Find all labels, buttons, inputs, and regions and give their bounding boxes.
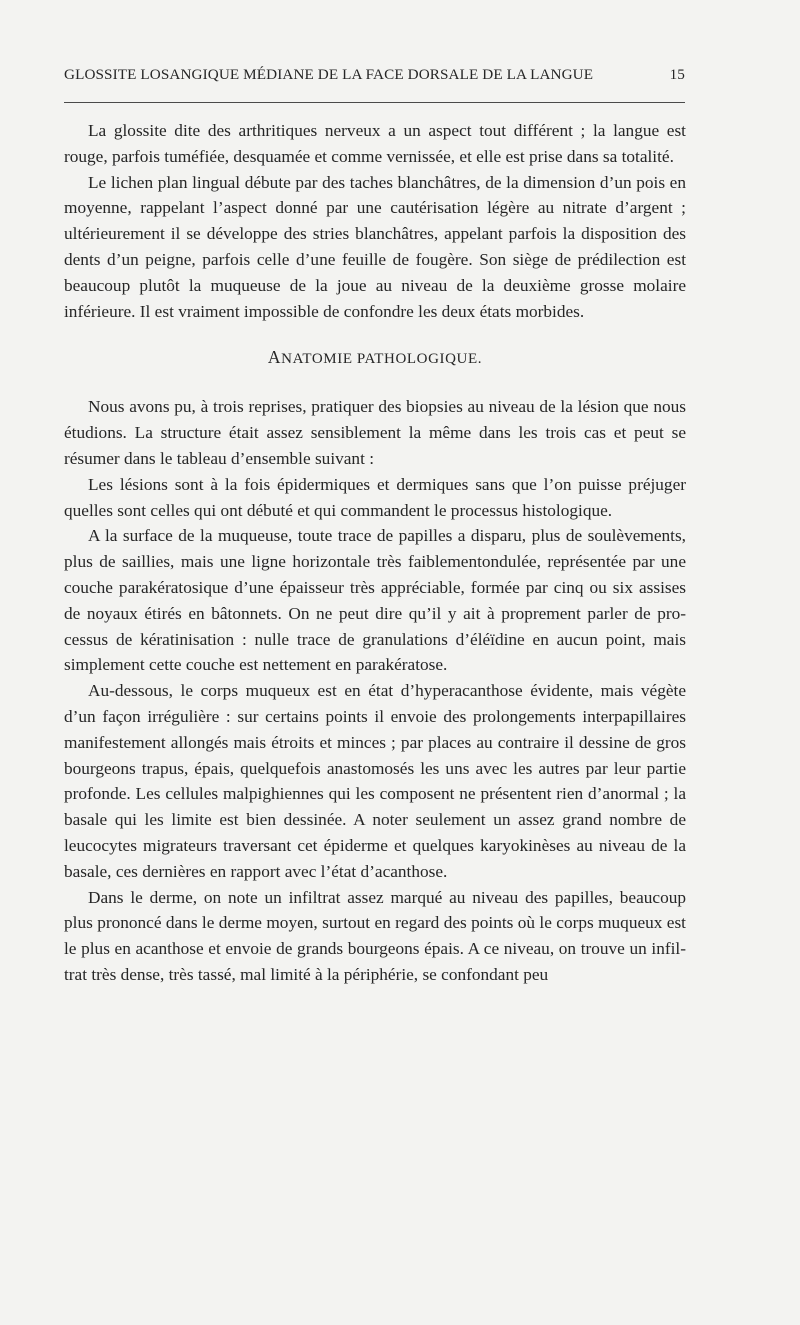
- running-head-title: GLOSSITE LOSANGIQUE MÉDIANE DE LA FACE DORSALE DE LA LANGUE: [64, 66, 594, 83]
- paragraph-lesions: Les lésions sont à la fois épidermiques et dermiques sans que l’on puisse préjuger quelles sont celles qui ont débuté et qui commandent le processus histologique.: [64, 474, 686, 520]
- paragraph-surface-muqueuse: A la surface de la muqueuse, toute trace de papilles a disparu, plus de soulèvements, plus de saillies, mais une ligne horizontale très faiblementondulée, représentée par une couche parakératosique d’une épaisseur très appréciable, formée par cinq ou six assises de noyaux étirés en bâtonnets. On ne peut dire qu’il y ait à proprement parler de processus de kératinisation : nulle trace de granulations d’éléïdine en aucun point, mais simplement cette couche est nettement en parakératose.: [64, 526, 686, 675]
- paragraph-lichen-plan: Le lichen plan lingual débute par des taches blanchâtres, de la dimension d’un pois en moyenne, rappelant l’aspect donné par une cautérisation légère au nitrate d’argent ; ultérieurement il se développe des stries blanchâtres, appelant parfois la disposition des dents d’un peigne, parfois celle d’une feuille de fougère. Son siège de prédilection est beaucoup plutôt la muqueuse de la joue au niveau de la deuxième grosse molaire inférieure. Il est vraiment impossible de confondre les deux états morbides.: [64, 172, 686, 321]
- section-title-rest: NATOMIE PATHOLOGIQUE.: [281, 351, 483, 368]
- paragraph-biopsies: Nous avons pu, à trois reprises, pratiquer des biopsies au niveau de la lésion que nous étudions. La structure était assez sensiblement la même dans les trois cas et peut se résumer dans le tableau d’ensemble suivant :: [64, 397, 686, 468]
- paragraph-derme: Dans le derme, on note un infiltrat assez marqué au niveau des papilles, beaucoup plus prononcé dans le derme moyen, surtout en regard des points où le corps muqueux est le plus en acanthose et envoie de grands bourgeons épais. A ce niveau, on trouve un infiltrat très dense, très tassé, mal limité à la périphérie, se confondant peu: [64, 887, 686, 984]
- paragraph-corps-muqueux: Au-dessous, le corps muqueux est en état d’hyperacanthose évidente, mais végète d’un façon irrégulière : sur certains points il envoie des prolongements interpapillaires manifestement allongés mais étroits et minces ; par places au contraire il dessine de gros bourgeons trapus, épais, quelquefois anastomosés les uns avec les autres par leur partie profonde. Les cellules malpighiennes qui les composent ne présentent rien d’anormal ; la basale qui les limite est bien dessinée. A noter seulement un assez grand nombre de leucocytes migrateurs traversant cet épiderme et quelques karyokinèses au niveau de la basale, ces dernières en rapport avec l’état d’acanthose.: [64, 681, 686, 881]
- page-number: 15: [669, 66, 685, 83]
- paragraph-glossite-arthritiques: La glossite dite des arthritiques nerveux a un aspect tout différent ; la langue est rouge, parfois tuméfiée, desquamée et comme vernissée, et elle est prise dans sa totalité.: [64, 121, 686, 166]
- section-title-initial: A: [267, 347, 282, 368]
- section-title-anatomie: [64, 345, 686, 372]
- page-body: [64, 118, 686, 988]
- running-head: [64, 66, 685, 84]
- header-rule: [64, 102, 685, 103]
